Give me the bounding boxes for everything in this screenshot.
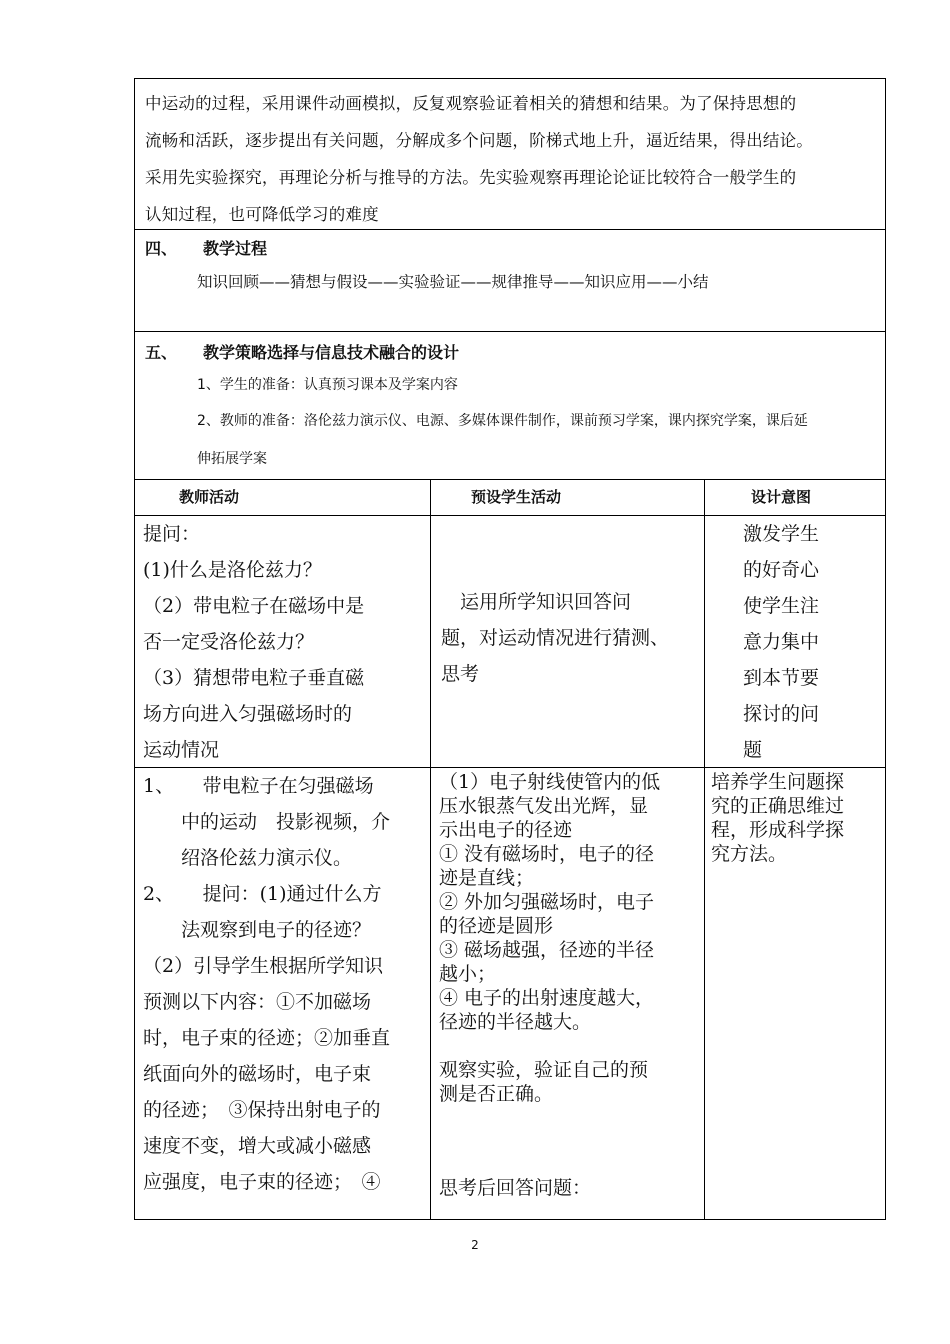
text-line: 2、 提问：(1)通过什么方 [143, 883, 382, 905]
text-line: （1）电子射线使管内的低 [439, 771, 661, 793]
text-line: 思考后回答问题： [439, 1177, 592, 1199]
design-intent-text [743, 516, 853, 768]
text-line: ③ 磁场越强，径迹的半径 [439, 939, 655, 961]
student-activity-cell [431, 768, 705, 1219]
header-student: 预设学生活动 [471, 488, 562, 506]
text-line: 运用所学知识回答问 [441, 591, 632, 613]
text-line: （3）猜想带电粒子垂直磁 [143, 667, 365, 689]
section-number: 四、 [145, 239, 178, 258]
text-line: 思考 [441, 663, 480, 685]
text-line: 径迹的半径越大。 [439, 1011, 592, 1033]
process-flow: 知识回顾——猜想与假设——实验验证——规律推导——知识应用——小结 [197, 273, 709, 291]
text-line: 否一定受洛伦兹力？ [143, 631, 315, 653]
teacher-activity-cell [135, 768, 431, 1219]
text-line: （2）引导学生根据所学知识 [143, 955, 384, 977]
text-line: 时，电子束的径迹；②加垂直 [143, 1027, 391, 1049]
header-intent: 设计意图 [751, 488, 812, 506]
teacher-activity-text [143, 516, 427, 768]
text-line: 法观察到电子的径迹？ [143, 919, 372, 941]
text-line: 示出电子的径迹 [439, 819, 573, 841]
text-line: (1)什么是洛伦兹力？ [143, 559, 322, 581]
section-heading [145, 236, 267, 259]
text-line [439, 1034, 701, 1058]
intro-line: 中运动的过程，采用课件动画模拟，反复观察验证着相关的猜想和结果。为了保持思想的 [145, 94, 797, 113]
text-line: 速度不变，增大或减小磁感 [143, 1135, 372, 1157]
teacher-activity-cell [135, 516, 431, 767]
text-line: 究方法。 [711, 843, 788, 865]
text-line: 观察实验，验证自己的预 [439, 1059, 649, 1081]
text-line: 纸面向外的磁场时，电子束 [143, 1063, 372, 1085]
text-line: ① 没有磁场时，电子的径 [439, 843, 655, 865]
student-activity-text [441, 584, 699, 692]
design-intent-text [711, 770, 883, 866]
text-line: 究的正确思维过 [711, 795, 845, 817]
text-line: 激发学生 [743, 523, 820, 545]
text-line: 到本节要 [743, 667, 820, 689]
text-line: 程，形成科学探 [711, 819, 845, 841]
text-line: 的径迹； ③保持出射电子的 [143, 1099, 381, 1121]
intro-line: 采用先实验探究，再理论分析与推导的方法。先实验观察再理论论证比较符合一般学生的 [145, 168, 797, 187]
text-line: 题 [743, 739, 763, 761]
text-line: 的径迹是圆形 [439, 915, 554, 937]
text-line: 题，对运动情况进行猜测、 [441, 627, 670, 649]
student-activity-text [439, 770, 701, 1200]
text-line: 运动情况 [143, 739, 220, 761]
text-line: 的好奇心 [743, 559, 820, 581]
intro-cell [134, 78, 886, 230]
text-line [439, 1130, 701, 1154]
intro-line: 认知过程，也可降低学习的难度 [145, 205, 379, 224]
text-line: 探讨的问 [743, 703, 820, 725]
text-line: 测是否正确。 [439, 1083, 554, 1105]
text-line: （2）带电粒子在磁场中是 [143, 595, 365, 617]
section-title: 教学过程 [203, 239, 268, 258]
header-cell-teacher [135, 480, 431, 515]
page-number: 2 [471, 1238, 479, 1252]
section-teaching-process [134, 230, 886, 332]
text-line: 意力集中 [743, 631, 820, 653]
table-row [134, 516, 886, 768]
section-title: 教学策略选择与信息技术融合的设计 [203, 343, 460, 362]
text-line: 培养学生问题探 [711, 771, 845, 793]
header-teacher: 教师活动 [179, 488, 240, 506]
text-line: 应强度，电子束的径迹； ④ [143, 1171, 381, 1193]
teacher-preparation-cont: 伸拓展学案 [197, 451, 267, 467]
text-line: 预测以下内容：①不加磁场 [143, 991, 372, 1013]
table-row [134, 768, 886, 1220]
text-line: 压水银蒸气发出光辉，显 [439, 795, 649, 817]
table-header-row [134, 480, 886, 516]
design-intent-cell [705, 516, 886, 767]
text-line [439, 1106, 701, 1130]
section-strategy [134, 332, 886, 480]
header-cell-intent [705, 480, 886, 515]
text-line: ④ 电子的出射速度越大， [439, 987, 655, 1009]
text-line: 中的运动 投影视频，介 [143, 811, 391, 833]
section-heading [145, 340, 459, 363]
text-line: 1、 带电粒子在匀强磁场 [143, 775, 374, 797]
student-activity-cell [431, 516, 705, 767]
text-line: 绍洛伦兹力演示仪。 [143, 847, 353, 869]
teacher-activity-text [143, 768, 427, 1200]
header-cell-student [431, 480, 705, 515]
design-intent-cell [705, 768, 886, 1219]
student-preparation: 1、学生的准备：认真预习课本及学案内容 [197, 377, 458, 393]
teacher-preparation: 2、教师的准备：洛伦兹力演示仪、电源、多媒体课件制作，课前预习学案，课内探究学案，课后延 [197, 413, 808, 429]
text-line: ② 外加匀强磁场时，电子 [439, 891, 655, 913]
text-line: 使学生注 [743, 595, 820, 617]
section-number: 五、 [145, 343, 178, 362]
text-line [439, 1154, 701, 1176]
intro-line: 流畅和活跃，逐步提出有关问题，分解成多个问题，阶梯式地上升，逼近结果，得出结论。 [145, 131, 813, 150]
text-line: 提问： [143, 523, 201, 545]
text-line: 场方向进入匀强磁场时的 [143, 703, 353, 725]
text-line: 越小； [439, 963, 497, 985]
text-line: 迹是直线； [439, 867, 535, 889]
